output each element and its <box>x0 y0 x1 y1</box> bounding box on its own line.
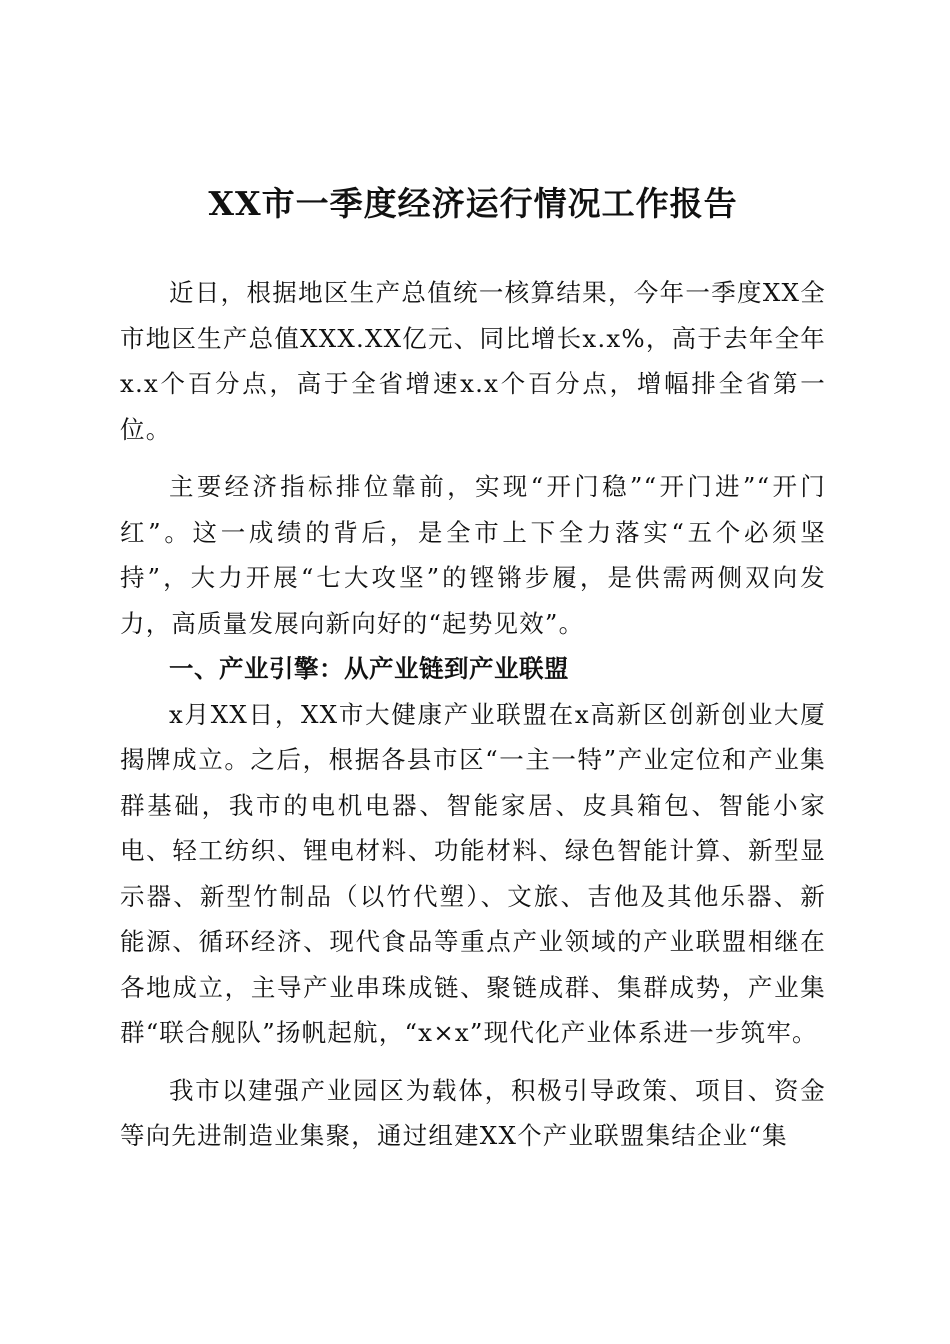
section-paragraph: x月XX日，XX市大健康产业联盟在x高新区创新创业大厦揭牌成立。之后，根据各县市区“一主一特”产业定位和产业集群基础，我市的电机电器、智能家居、皮具箱包、智能小家电、轻工纺织、锂电材料、功能材料、绿色智能计算、新型显示器、新型竹制品（以竹代塑）、文旅、吉他及其他乐器、新能源、循环经济、现代食品等重点产业领域的产业联盟相继在各地成立，主导产业串珠成链、聚链成群、集群成势，产业集群“联合舰队”扬帆起航，“x×x”现代化产业体系进一步筑牢。 <box>120 699 826 1047</box>
document-title: XX市一季度经济运行情况工作报告 <box>208 184 738 223</box>
summary-paragraph: 主要经济指标排位靠前，实现“开门稳”“开门进”“开门红”。这一成绩的背后，是全市上下全力落实“五个必须坚持”，大力开展“七大攻坚”的铿锵步履，是供需两侧双向发力，高质量发展向新向好的“起势见效”。 <box>120 472 826 638</box>
section-heading: 一、产业引擎：从产业链到产业联盟 <box>169 654 569 683</box>
intro-paragraph: 近日，根据地区生产总值统一核算结果，今年一季度XX全市地区生产总值XXX.XX亿元、同比增长x.x%，高于去年全年x.x个百分点，高于全省增速x.x个百分点，增幅排全省第一位。 <box>120 278 826 444</box>
section-paragraph: 我市以建强产业园区为载体，积极引导政策、项目、资金等向先进制造业集聚，通过组建XX个产业联盟集结企业“集 <box>120 1075 826 1150</box>
document-body <box>120 270 826 1159</box>
